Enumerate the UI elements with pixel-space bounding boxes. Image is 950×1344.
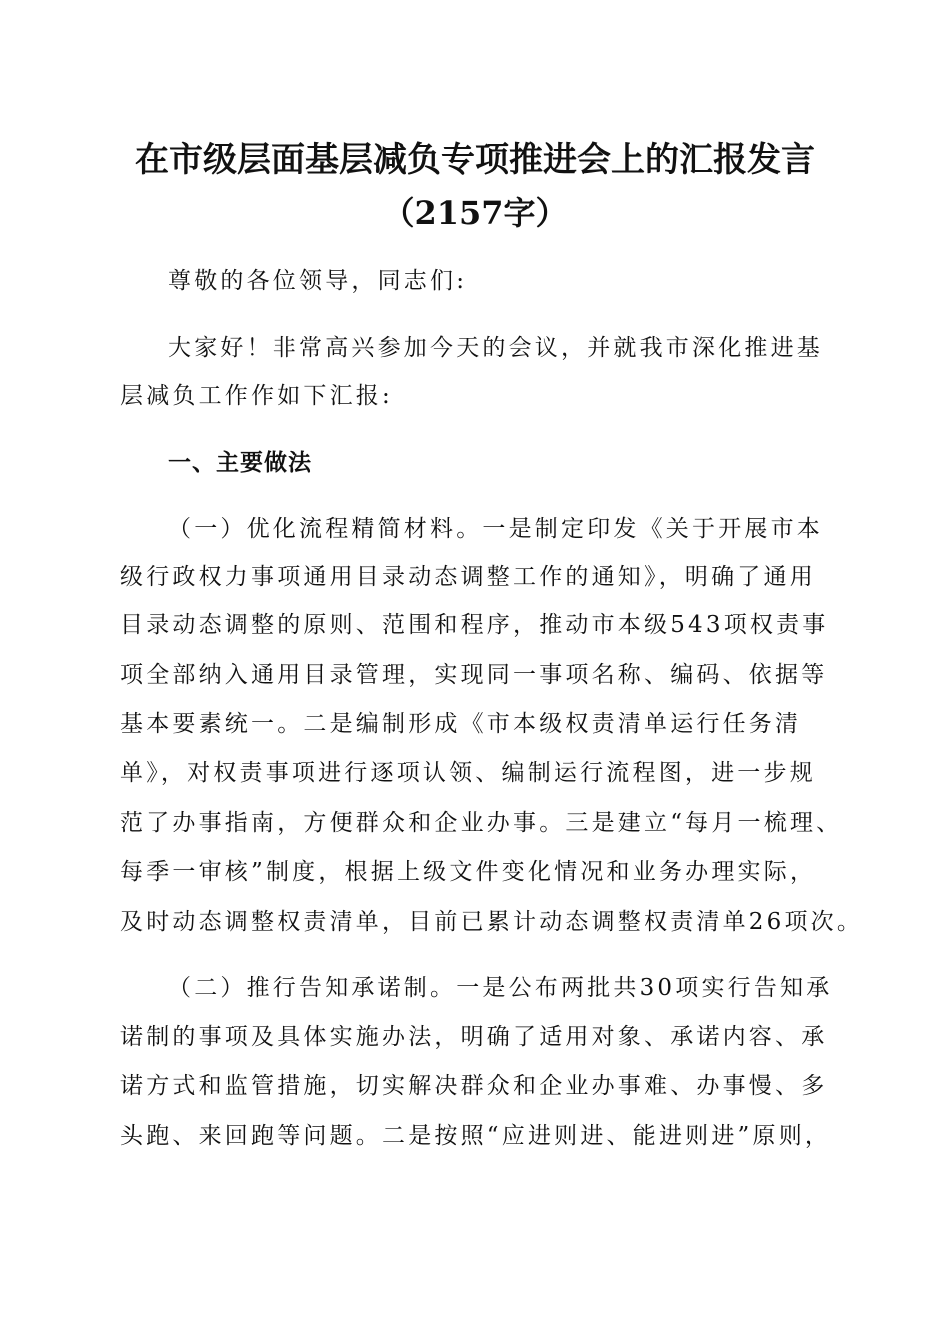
document-title: 在市级层面基层减负专项推进会上的汇报发言 <box>135 140 815 180</box>
paragraph-line: 每季一审核”制度，根据上级文件变化情况和业务办理实际， <box>120 859 817 885</box>
section-heading: 一、主要做法 <box>168 450 312 476</box>
paragraph-line: 诺制的事项及具体实施办法，明确了适用对象、承诺内容、承 <box>120 1024 828 1050</box>
intro-line: 大家好！非常高兴参加今天的会议，并就我市深化推进基 <box>168 335 823 361</box>
document-subtitle: （2157字） <box>382 194 568 232</box>
paragraph-line: 头跑、来回跑等问题。二是按照“应进则进、能进则进”原则， <box>120 1123 832 1149</box>
paragraph-line: 单》，对权责事项进行逐项认领、编制运行流程图，进一步规 <box>120 760 816 786</box>
paragraph-line: （一）优化流程精简材料。一是制定印发《关于开展市本 <box>168 516 823 542</box>
intro-line: 层减负工作作如下汇报: <box>120 383 393 409</box>
paragraph-line: 诺方式和监管措施，切实解决群众和企业办事难、办事慢、多 <box>120 1073 828 1099</box>
paragraph-line: 基本要素统一。二是编制形成《市本级权责清单运行任务清 <box>120 711 802 737</box>
paragraph-line: 目录动态调整的原则、范围和程序，推动市本级543项权责事 <box>120 612 829 638</box>
paragraph-line: 项全部纳入通用目录管理，实现同一事项名称、编码、依据等 <box>120 662 828 688</box>
salutation: 尊敬的各位领导，同志们: <box>168 268 468 294</box>
paragraph-line: 及时动态调整权责清单，目前已累计动态调整权责清单26项次。 <box>120 909 864 935</box>
paragraph-line: （二）推行告知承诺制。一是公布两批共30项实行告知承 <box>168 975 833 1001</box>
paragraph-line: 范了办事指南，方便群众和企业办事。三是建立“每月一梳理、 <box>120 810 843 836</box>
paragraph-line: 级行政权力事项通用目录动态调整工作的通知》，明确了通用 <box>120 564 816 590</box>
